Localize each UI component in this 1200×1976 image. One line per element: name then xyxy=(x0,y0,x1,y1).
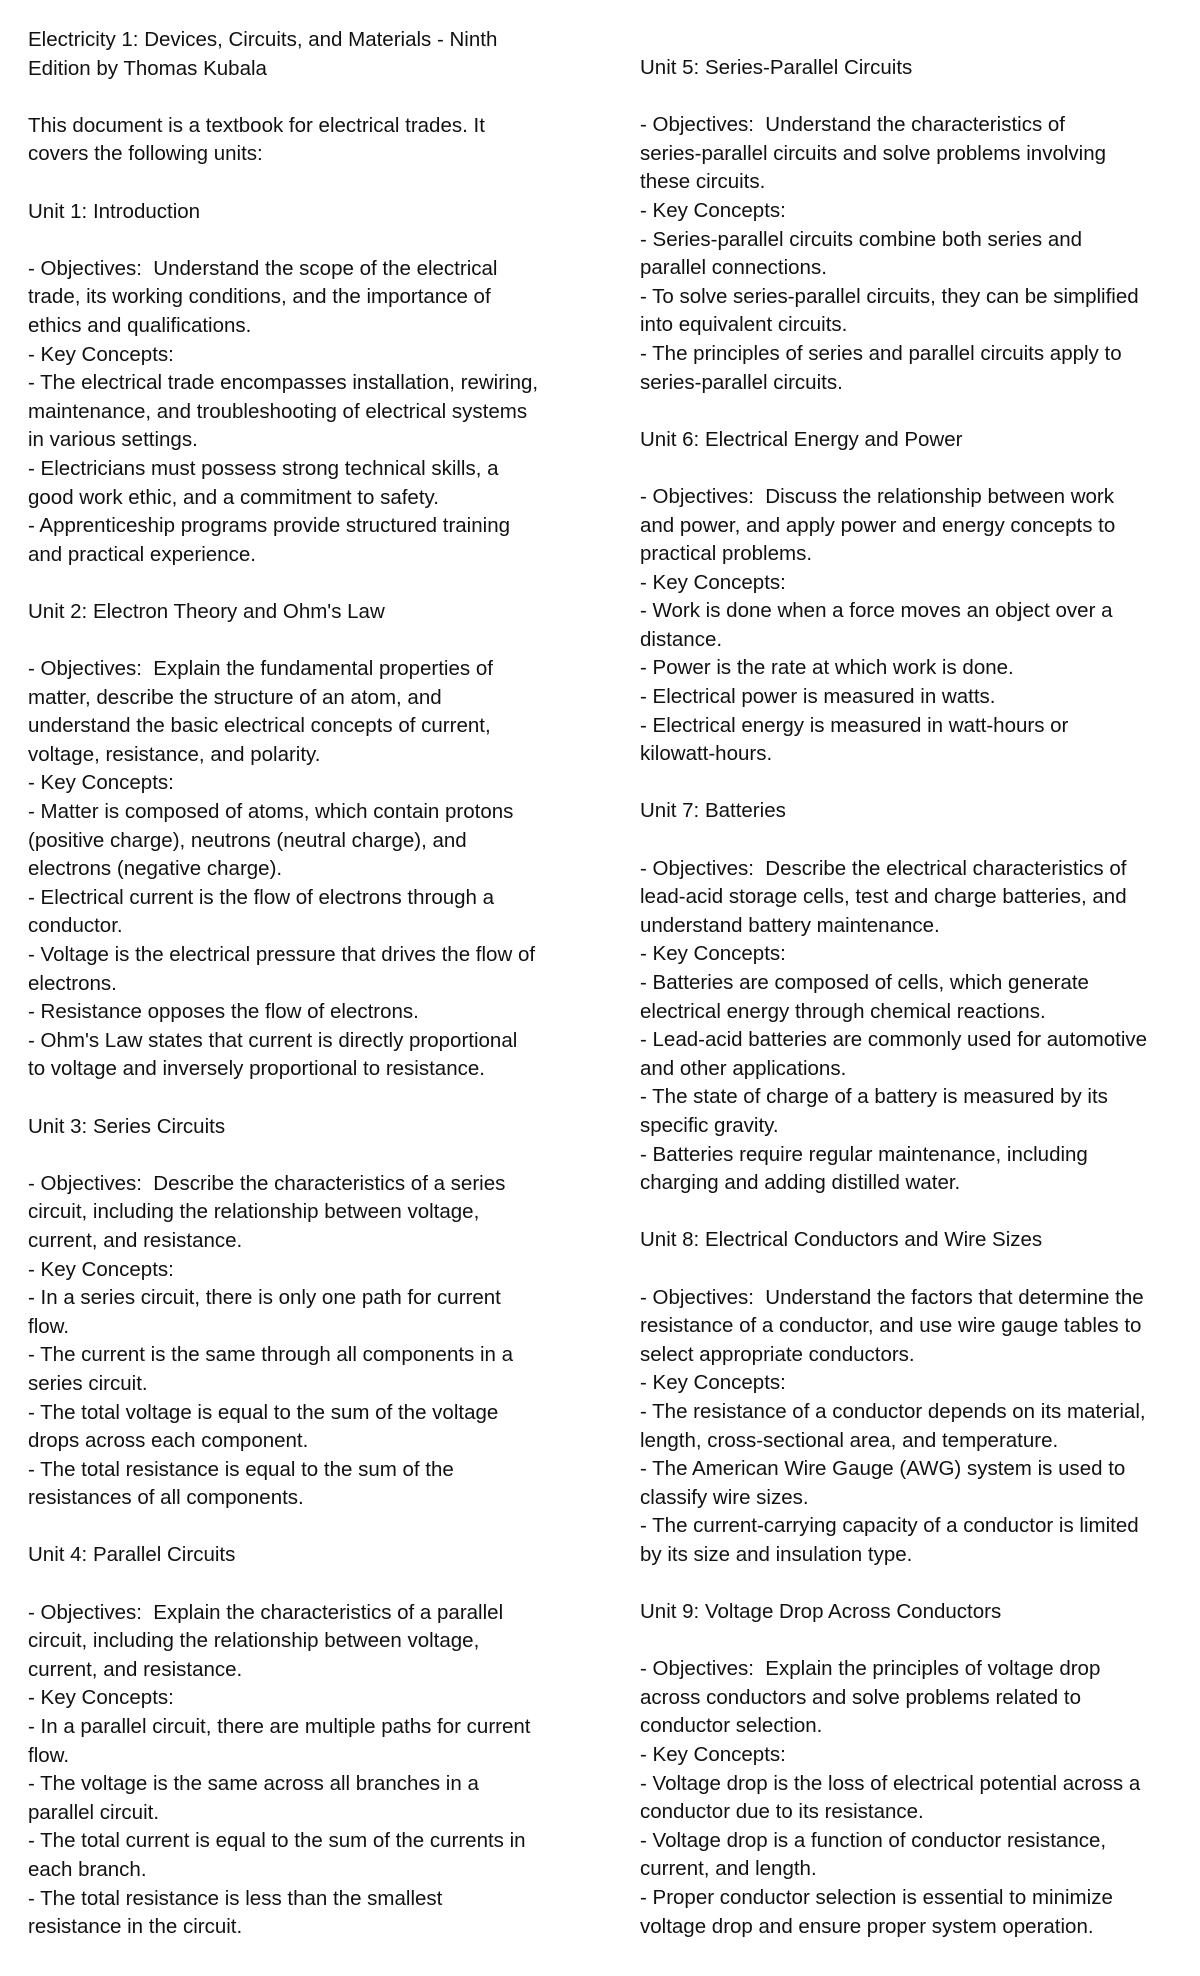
key-concept: - Work is done when a force moves an object over a distance. xyxy=(640,599,1113,651)
unit-heading: Unit 9: Voltage Drop Across Conductors xyxy=(640,1600,1002,1624)
key-concept: - Matter is composed of atoms, which contain protons (positive charge), neutrons (neutral charge), and electrons (negative charge). xyxy=(28,800,514,881)
key-concept: - Series-parallel circuits combine both series and parallel connections. xyxy=(640,227,1083,280)
left-column xyxy=(28,26,598,1942)
unit-heading: Unit 3: Series Circuits xyxy=(28,1114,226,1138)
key-concept: - The resistance of a conductor depends on its material, length, cross-sectional area, and temperature. xyxy=(640,1399,1146,1452)
key-concepts-label: - Key Concepts: xyxy=(28,342,174,366)
key-concept: - The total current is equal to the sum of the currents in each branch. xyxy=(28,1829,526,1881)
key-concept: - In a series circuit, there is only one path for current flow. xyxy=(28,1286,501,1338)
unit-heading: Unit 1: Introduction xyxy=(28,199,201,223)
key-concepts-label: - Key Concepts: xyxy=(640,570,786,594)
key-concept: - The total resistance is equal to the sum of the resistances of all components. xyxy=(28,1457,454,1510)
key-concept: - The voltage is the same across all branches in a parallel circuit. xyxy=(28,1772,479,1824)
key-concepts-label: - Key Concepts: xyxy=(28,771,174,795)
unit-section xyxy=(28,598,598,1084)
key-concept: - Apprenticeship programs provide structured training and practical experience. xyxy=(28,514,510,566)
unit-section xyxy=(28,198,598,570)
key-concept: - Voltage is the electrical pressure that drives the flow of electrons. xyxy=(28,943,536,995)
unit-objectives: - Objectives: Describe the characteristics of a series circuit, including the relationship between voltage, current, and resistance. xyxy=(28,1171,506,1252)
key-concept: - Proper conductor selection is essential to minimize voltage drop and ensure proper system operation. xyxy=(640,1886,1113,1938)
key-concepts-label: - Key Concepts: xyxy=(640,1743,786,1767)
key-concept: - Batteries are composed of cells, which generate electrical energy through chemical reactions. xyxy=(640,971,1089,1023)
key-concept: - Lead-acid batteries are commonly used for automotive and other applications. xyxy=(640,1028,1148,1080)
key-concept: - Electrical current is the flow of electrons through a conductor. xyxy=(28,885,495,938)
unit-objectives: - Objectives: Understand the characteristics of series-parallel circuits and solve problems involving these circuits. xyxy=(640,113,1107,194)
unit-heading: Unit 5: Series-Parallel Circuits xyxy=(640,56,913,79)
unit-section xyxy=(640,797,1180,1197)
key-concept: - The current-carrying capacity of a conductor is limited by its size and insulation type. xyxy=(640,1514,1139,1566)
unit-objectives: - Objectives: Explain the characteristics of a parallel circuit, including the relationship between voltage, current, and resistance. xyxy=(28,1600,504,1681)
key-concept: - Voltage drop is the loss of electrical potential across a conductor due to its resistance. xyxy=(640,1771,1141,1824)
key-concept: - Resistance opposes the flow of electrons. xyxy=(28,1000,419,1024)
key-concept: - The American Wire Gauge (AWG) system is used to classify wire sizes. xyxy=(640,1457,1126,1509)
document-title: Electricity 1: Devices, Circuits, and Materials - Ninth Edition by Thomas Kubala xyxy=(28,28,498,80)
unit-objectives: - Objectives: Understand the scope of the electrical trade, its working conditions, and the importance of ethics and qualifications. xyxy=(28,256,498,337)
key-concept: - Electricians must possess strong technical skills, a good work ethic, and a commitment to safety. xyxy=(28,456,499,509)
unit-section xyxy=(640,426,1180,769)
key-concepts-label: - Key Concepts: xyxy=(640,198,786,222)
key-concept: - To solve series-parallel circuits, they can be simplified into equivalent circuits. xyxy=(640,284,1139,337)
key-concepts-label: - Key Concepts: xyxy=(640,1371,786,1395)
key-concept: - Batteries require regular maintenance, including charging and adding distilled water. xyxy=(640,1142,1088,1195)
key-concept: - Electrical energy is measured in watt-hours or kilowatt-hours. xyxy=(640,713,1069,766)
document-intro: This document is a textbook for electrical trades. It covers the following units: xyxy=(28,113,485,166)
key-concept: - The current is the same through all components in a series circuit. xyxy=(28,1343,514,1395)
key-concept: - The total resistance is less than the smallest resistance in the circuit. xyxy=(28,1886,443,1939)
unit-heading: Unit 7: Batteries xyxy=(640,799,786,823)
key-concept: - In a parallel circuit, there are multiple paths for current flow. xyxy=(28,1715,531,1767)
key-concept: - The electrical trade encompasses installation, rewiring, maintenance, and troubleshooting of electrical systems in various settings. xyxy=(28,371,539,452)
unit-objectives: - Objectives: Understand the factors that determine the resistance of a conductor, and use wire gauge tables to select appropriate conductors. xyxy=(640,1285,1144,1366)
key-concept: - Power is the rate at which work is done. xyxy=(640,656,1014,680)
unit-section xyxy=(28,1541,598,1941)
unit-section xyxy=(640,54,1180,397)
key-concept: - Voltage drop is a function of conductor resistance, current, and length. xyxy=(640,1828,1107,1881)
key-concept: - Electrical power is measured in watts. xyxy=(640,685,996,709)
unit-heading: Unit 8: Electrical Conductors and Wire Sizes xyxy=(640,1228,1043,1252)
key-concept: - The total voltage is equal to the sum of the voltage drops across each component. xyxy=(28,1400,499,1453)
unit-heading: Unit 2: Electron Theory and Ohm's Law xyxy=(28,599,385,623)
key-concept: - Ohm's Law states that current is directly proportional to voltage and inversely proportional to resistance. xyxy=(28,1028,518,1081)
unit-section xyxy=(640,1598,1180,1941)
unit-objectives: - Objectives: Explain the fundamental properties of matter, describe the structure of an atom, and understand the basic electrical concepts of current, voltage, resistance, and polarity. xyxy=(28,657,493,766)
key-concept: - The state of charge of a battery is measured by its specific gravity. xyxy=(640,1085,1108,1137)
unit-objectives: - Objectives: Explain the principles of voltage drop across conductors and solve problems related to conductor selection. xyxy=(640,1657,1101,1738)
unit-objectives: - Objectives: Discuss the relationship between work and power, and apply power and energy concepts to practical problems. xyxy=(640,484,1116,566)
key-concepts-label: - Key Concepts: xyxy=(28,1686,174,1710)
key-concepts-label: - Key Concepts: xyxy=(640,942,786,966)
unit-section xyxy=(28,1113,598,1513)
unit-heading: Unit 6: Electrical Energy and Power xyxy=(640,427,963,451)
unit-heading: Unit 4: Parallel Circuits xyxy=(28,1543,236,1567)
unit-objectives: - Objectives: Describe the electrical characteristics of lead-acid storage cells, test and charge batteries, and understand battery maintenance. xyxy=(640,856,1127,937)
unit-section xyxy=(640,1226,1180,1569)
right-column xyxy=(640,54,1180,1941)
key-concept: - The principles of series and parallel circuits apply to series-parallel circuits. xyxy=(640,341,1122,394)
key-concepts-label: - Key Concepts: xyxy=(28,1257,174,1281)
